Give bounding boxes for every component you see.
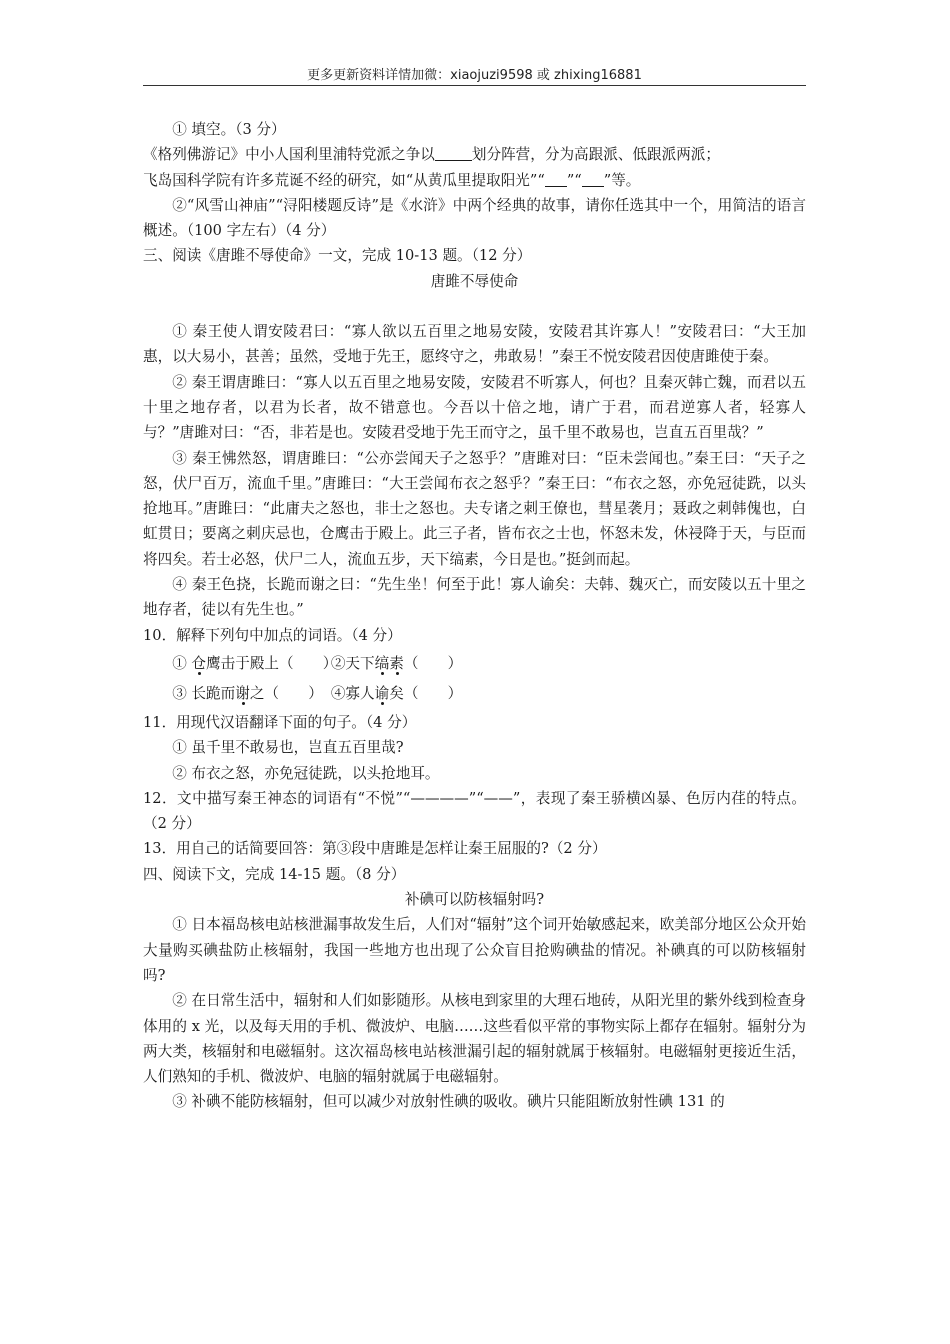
dotted-word: 谢 [235,684,250,702]
passage-title: 唐雎不辱使命 [430,272,519,290]
passage-paragraph: ① 秦王使人谓安陵君曰：“寡人欲以五百里之地易安陵，安陵君其许寡人！”安陵君曰：“大王加惠，以大易小，甚善；虽然，受地于先王，愿终守之，弗敢易！”秦王不悦安陵君因使唐雎使于秦。 [143,323,806,366]
item-text: 鹰击于殿上（ ） [206,654,338,672]
dotted-word: 仓 [191,654,207,672]
question-13: 13．用自己的话简要回答：第③段中唐雎是怎样让秦王屈服的?（2 分） [143,840,607,858]
passage-paragraph: ② 秦王谓唐雎曰：“寡人以五百里之地易安陵，安陵君不听寡人，何也？且秦灭韩亡魏，而君以五十里之地存者，以君为长者，故不错意也。今吾以十倍之地，请广于君，而君逆寡人者，轻寡人与？”唐雎对曰：“否，非若是也。安陵君受地于先王而守之，虽千里不敢易也，岂直五百里哉？” [143,373,806,442]
question-10-item-1 [172,650,338,678]
dotted-word: 素 [389,654,404,672]
section-4-heading: 四、阅读下文，完成 14-15 题。（8 分） [143,865,406,883]
question-10-row-2 [143,680,806,708]
fill-text: ”“ [566,171,582,189]
item-text: ②天下 [330,654,375,672]
spacer [143,294,806,319]
item-text: 之（ ） [249,684,323,702]
question-10-item-4 [330,680,463,708]
item-text: （ ） [403,654,463,672]
article-title: 补碘可以防核辐射吗? [404,891,545,909]
question-10: 10．解释下列句中加点的词语。（4 分） [143,626,402,644]
question-10-row-1 [143,650,806,678]
fill-text: ”等。 [603,171,641,189]
fill-question-label: ① 填空。（3 分） [172,121,286,138]
article-paragraph: ③ 补碘不能防核辐射，但可以减少对放射性碘的吸收。碘片只能阻断放射性碘 131 的 [172,1093,725,1111]
dotted-word: 缟 [374,654,390,672]
fill-text: 飞岛国科学院有许多荒诞不经的研究，如“从黄瓜里提取阳光”“ [143,171,545,189]
fill-question-line-2 [143,168,806,193]
fill-text: 划分阵营，分为高跟派、低跟派两派； [471,146,720,164]
section-3-heading: 三、阅读《唐雎不辱使命》一文，完成 10-13 题。（12 分） [143,247,532,265]
answer-blank[interactable] [545,169,567,187]
passage-paragraph: ④ 秦王色挠，长跪而谢之曰：“先生坐！何至于此！寡人谕矣：夫韩、魏灭亡，而安陵以五十里之地存者，徒以有先生也。” [143,576,806,619]
item-text: ③ 长跪而 [172,684,236,702]
question-10-item-3 [172,680,322,708]
passage-paragraph: ③ 秦王怫然怒，谓唐雎曰：“公亦尝闻天子之怒乎？”唐雎对曰：“臣未尝闻也。”秦王曰：“天子之怒，伏尸百万，流血千里。”唐雎曰：“大王尝闻布衣之怒乎？”秦王曰：“布衣之怒，亦免冠徒跣，以头抢地耳。”唐雎曰：“此庸夫之怒也，非士之怒也。夫专诸之刺王僚也，彗星袭月；聂政之刺韩傀也，白虹贯日；要离之刺庆忌也，仓鹰击于殿上。此三子者，皆布衣之士也，怀怒未发，休祲降于天，与臣而将四矣。若士必怒，伏尸二人，流血五步，天下缟素，今日是也。”挺剑而起。 [143,449,806,568]
question-11-sentence-1: ① 虽千里不敢易也，岂直五百里哉? [172,739,404,757]
document-body [143,117,806,1115]
fill-question-line-1 [143,142,806,167]
fill-text: 《格列佛游记》中小人国利里浦特党派之争以 [143,146,435,164]
item-text: ④寡人 [330,684,375,702]
header-divider [143,85,806,86]
answer-blank[interactable] [435,143,472,161]
article-paragraph: ① 日本福岛核电站核泄漏事故发生后，人们对“辐射”这个词开始敏感起来，欧美部分地区公众开始大量购买碘盐防止核辐射，我国一些地方也出现了公众盲目抢购碘盐的情况。补碘真的可以防核辐射吗? [143,916,806,984]
question-11: 11．用现代汉语翻译下面的句子。（4 分） [143,713,417,731]
question-12: 12．文中描写秦王神态的词语有“不悦”“————”“——”，表现了秦王骄横凶暴、色厉内荏的特点。（2 分） [143,789,806,833]
item-text: 矣（ ） [389,684,463,702]
question-10-item-2 [330,650,463,678]
article-paragraph: ② 在日常生活中，辐射和人们如影随形。从核电到家里的大理石地砖，从阳光里的紫外线到检查身体用的 x 光，以及每天用的手机、微波炉、电脑……这些看似平常的事物实际上都存在辐射。辐射分为两大类，核辐射和电磁辐射。这次福岛核电站核泄漏引起的辐射就属于核辐射。电磁辐射更接近生活，人们熟知的手机、微波炉、电脑的辐射就属于电磁辐射。 [143,992,806,1086]
page-header: 更多更新资料详情加微：xiaojuzi9598 或 zhixing16881 [307,68,642,83]
question-11-sentence-2: ② 布衣之怒，亦免冠徒跣，以头抢地耳。 [172,764,440,782]
summary-question: ②“风雪山神庙”“浔阳楼题反诗”是《水浒》中两个经典的故事，请你任选其中一个，用简洁的语言概述。（100 字左右）（4 分） [143,196,806,240]
item-text: ① [172,654,192,672]
dotted-word: 谕 [374,684,390,702]
answer-blank[interactable] [582,169,604,187]
